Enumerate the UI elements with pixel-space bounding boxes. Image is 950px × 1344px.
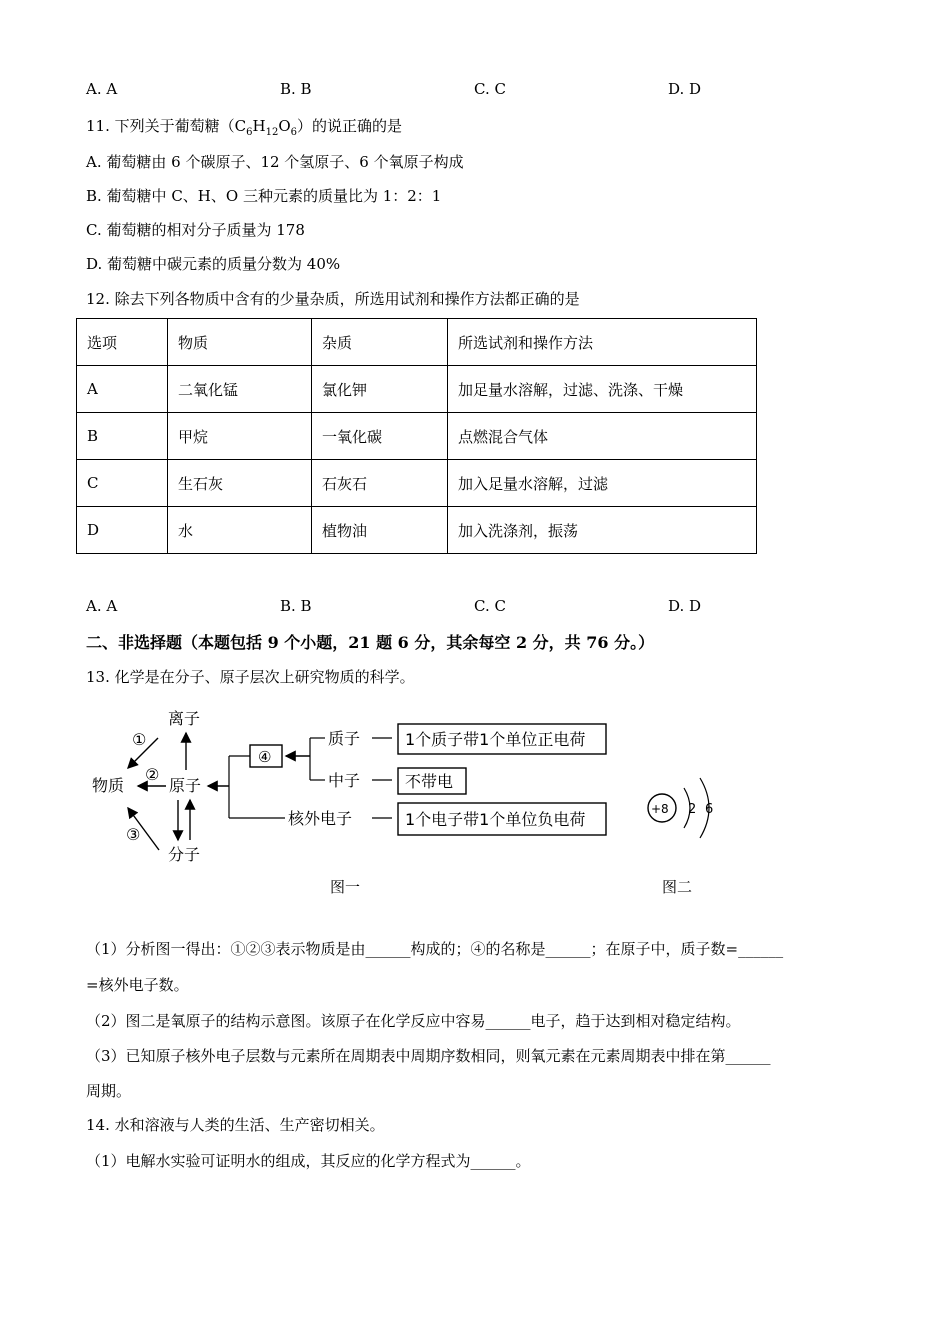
table-row [77, 413, 757, 460]
table-cell: 一氧化碳 [312, 413, 448, 460]
q12-table [76, 318, 757, 554]
number-2: ② [145, 765, 160, 784]
q10-option-a: A. A [86, 80, 118, 98]
number-1: ① [132, 730, 147, 749]
table-row [77, 366, 757, 413]
shell-1-count: 2 [688, 802, 697, 817]
q10-option-d: D. D [668, 80, 702, 98]
electron-label: 核外电子 [288, 809, 353, 828]
table-cell: 二氧化锰 [168, 366, 312, 413]
q12-option-a: A. A [86, 597, 118, 615]
q11-option-b: B. 葡萄糖中 C、H、O 三种元素的质量比为 1：2：1 [86, 187, 442, 205]
table-cell: 加入洗涤剂，振荡 [448, 507, 757, 554]
q12-option-b: B. B [280, 597, 312, 615]
ion-label: 离子 [168, 709, 201, 728]
figure-1-caption: 图一 [330, 878, 361, 896]
q12-option-d: D. D [668, 597, 702, 615]
q13-part-3: （3）已知原子核外电子层数与元素所在周期表中周期序数相同，则氧元素在元素周期表中排在第______ [86, 1047, 771, 1065]
table-cell: C [77, 460, 168, 507]
q12-stem: 12. 除去下列各物质中含有的少量杂质，所选用试剂和操作方法都正确的是 [86, 290, 580, 308]
proton-desc: 1个质子带1个单位正电荷 [405, 730, 586, 749]
number-3: ③ [126, 825, 141, 844]
table-header-cell: 杂质 [312, 319, 448, 366]
table-cell: 生石灰 [168, 460, 312, 507]
q14-stem: 14. 水和溶液与人类的生活、生产密切相关。 [86, 1116, 385, 1134]
q13-stem: 13. 化学是在分子、原子层次上研究物质的科学。 [86, 668, 415, 686]
table-cell: D [77, 507, 168, 554]
table-cell: 加足量水溶解，过滤、洗涤、干燥 [448, 366, 757, 413]
figure-2-caption: 图二 [662, 878, 693, 896]
electron-desc: 1个电子带1个单位负电荷 [405, 810, 586, 829]
q11-option-a: A. 葡萄糖由 6 个碳原子、12 个氢原子、6 个氧原子构成 [86, 153, 464, 171]
table-cell: 氯化钾 [312, 366, 448, 413]
table-cell: 加入足量水溶解，过滤 [448, 460, 757, 507]
q11-option-d: D. 葡萄糖中碳元素的质量分数为 40% [86, 255, 341, 273]
q13-part-1: （1）分析图一得出：①②③表示物质是由______构成的；④的名称是______；在原子中，质子数=______ [86, 940, 784, 958]
table-cell: 水 [168, 507, 312, 554]
table-row [77, 507, 757, 554]
q13-diagram [0, 700, 950, 900]
table-cell: A [77, 366, 168, 413]
q10-option-c: C. C [474, 80, 506, 98]
section-title: 二、非选择题（本题包括 9 个小题，21 题 6 分，其余每空 2 分，共 76 分。） [86, 633, 655, 652]
table-cell: 甲烷 [168, 413, 312, 460]
q13-part-1-cont: =核外电子数。 [86, 976, 189, 994]
table-row [77, 460, 757, 507]
q12-option-c: C. C [474, 597, 506, 615]
table-header-cell: 物质 [168, 319, 312, 366]
table-cell: 植物油 [312, 507, 448, 554]
table-header-cell: 选项 [77, 319, 168, 366]
neutron-desc: 不带电 [405, 772, 454, 791]
table-cell: B [77, 413, 168, 460]
nucleus-charge: +8 [651, 802, 669, 816]
table-cell: 点燃混合气体 [448, 413, 757, 460]
neutron-label: 中子 [328, 771, 361, 790]
shell-2-count: 6 [705, 802, 714, 817]
q10-option-b: B. B [280, 80, 312, 98]
table-header-cell: 所选试剂和操作方法 [448, 319, 757, 366]
table-cell: 石灰石 [312, 460, 448, 507]
q11-option-c: C. 葡萄糖的相对分子质量为 178 [86, 221, 305, 239]
substance-label: 物质 [92, 776, 125, 795]
proton-label: 质子 [328, 729, 361, 748]
atom-label: 原子 [169, 776, 202, 795]
molecule-label: 分子 [168, 845, 201, 864]
q11-stem: 11. 下列关于葡萄糖$(C_6H_{12}O_6)$的说正确的是 [86, 117, 403, 138]
q13-part-2: （2）图二是氧原子的结构示意图。该原子在化学反应中容易______电子，趋于达到相对稳定结构。 [86, 1012, 741, 1030]
table-header-row [77, 319, 757, 366]
q13-part-3-cont: 周期。 [86, 1082, 132, 1100]
number-4: ④ [258, 748, 272, 766]
q14-part-1: （1）电解水实验可证明水的组成，其反应的化学方程式为______。 [86, 1152, 531, 1170]
